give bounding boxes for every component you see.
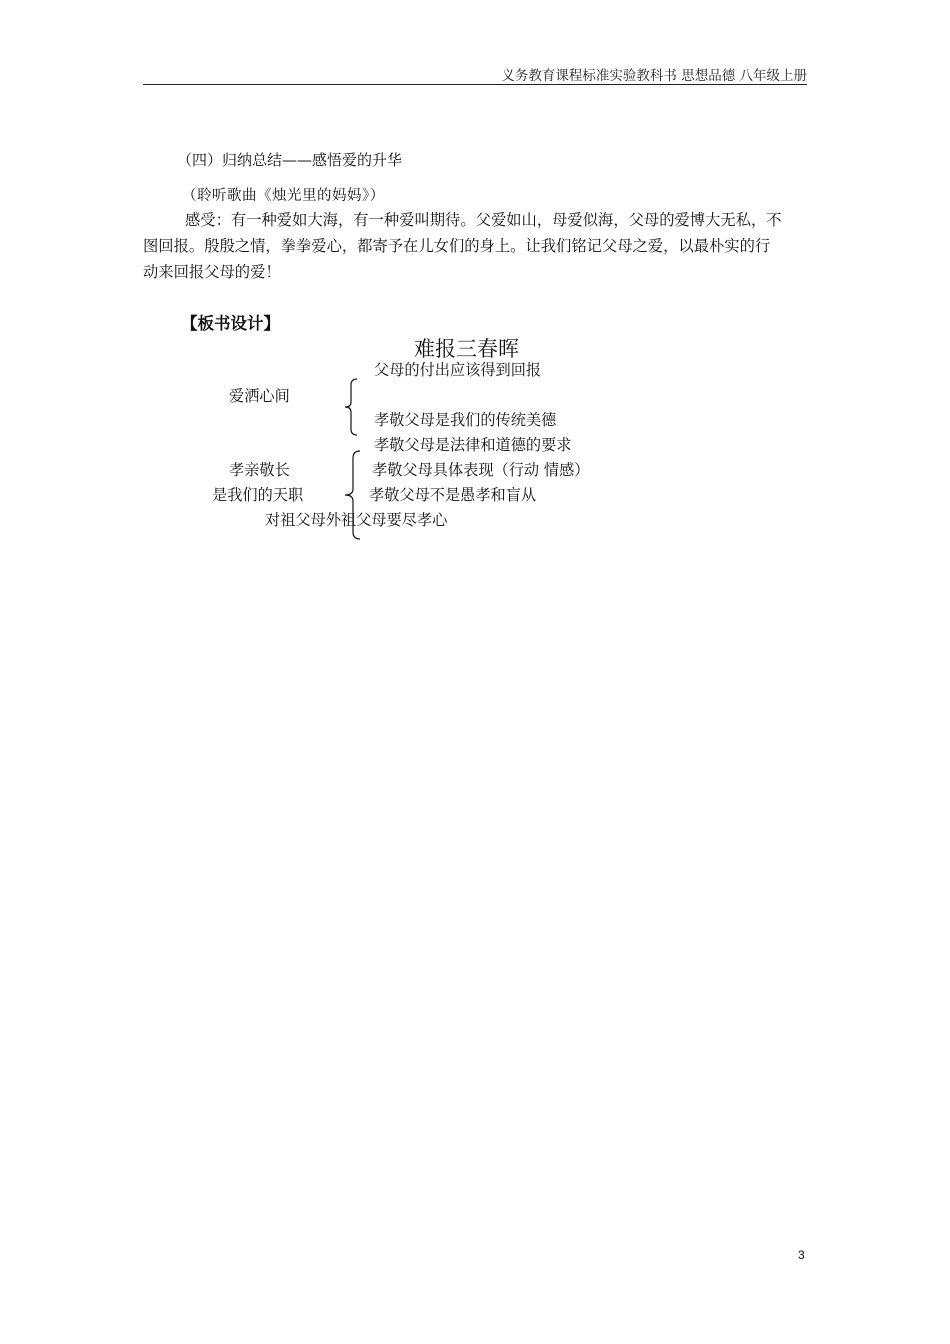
group1-item: 孝敬父母是我们的传统美德 xyxy=(374,411,557,429)
group1-item: 父母的付出应该得到回报 xyxy=(374,361,542,379)
page-number: 3 xyxy=(798,1248,805,1262)
group2-label: 孝亲敬长 xyxy=(229,461,290,479)
group1-brace xyxy=(342,378,362,436)
running-header: 义务教育课程标准实验教科书 思想品德 八年级上册 xyxy=(501,68,807,84)
summary-paragraph xyxy=(143,207,807,285)
section-title: （四）归纳总结——感悟爱的升华 xyxy=(177,151,403,169)
song-line: （聆听歌曲《烛光里的妈妈》） xyxy=(182,188,385,204)
board-title: 难报三春晖 xyxy=(414,337,519,361)
group2-item: 孝敬父母不是愚孝和盲从 xyxy=(369,486,537,504)
board-heading: 【板书设计】 xyxy=(181,314,280,333)
group2-label: 是我们的天职 xyxy=(212,486,304,504)
header-rule xyxy=(143,84,807,85)
paragraph-line: 图回报。殷殷之情，拳拳爱心，都寄予在儿女们的身上。让我们铭记父母之爱，以最朴实的行 xyxy=(143,237,771,255)
group2-item: 孝敬父母是法律和道德的要求 xyxy=(374,436,572,454)
group2-item: 孝敬父母具体表现（行动 情感） xyxy=(372,461,590,479)
paragraph-line: 感受：有一种爱如大海，有一种爱叫期待。父爱如山，母爱似海，父母的爱博大无私，不 xyxy=(185,211,782,229)
group1-label: 爱洒心间 xyxy=(229,387,290,405)
group2-item: 对祖父母外祖父母要尽孝心 xyxy=(265,511,448,529)
paragraph-line: 动来回报父母的爱！ xyxy=(143,263,281,281)
